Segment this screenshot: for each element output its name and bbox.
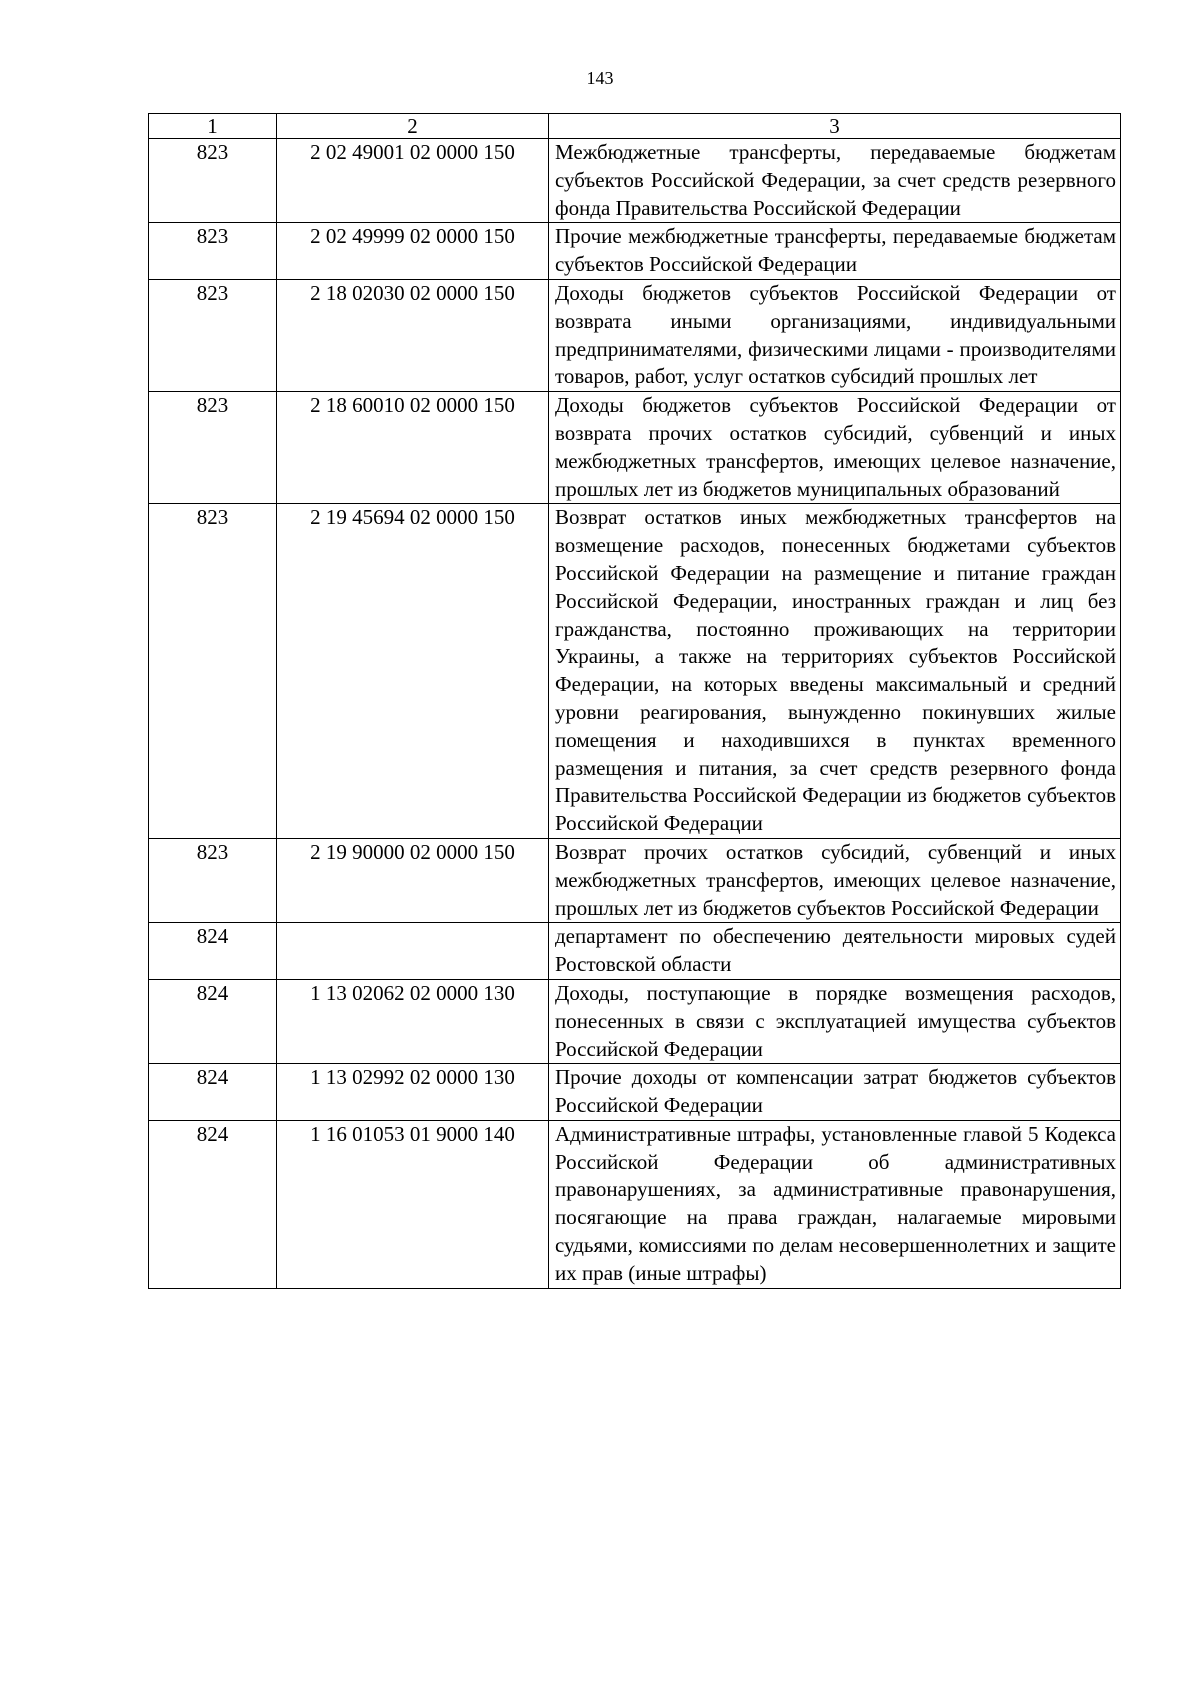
table-row xyxy=(149,979,1121,1063)
table-row xyxy=(149,139,1121,223)
table-row xyxy=(149,1120,1121,1288)
header-cell-3: 3 xyxy=(549,114,1121,139)
income-code-cell: 2 19 90000 02 0000 150 xyxy=(277,838,549,922)
table-row xyxy=(149,392,1121,504)
income-code-cell: 1 16 01053 01 9000 140 xyxy=(277,1120,549,1288)
income-name-cell: Доходы бюджетов субъектов Российской Федерации от возврата иными организациями, индивидуальными предпринимателями, физическими лицами - производителями товаров, работ, услуг остатков субсидий прошлых лет xyxy=(549,279,1121,391)
owner-code-cell: 823 xyxy=(149,838,277,922)
budget-codes-table xyxy=(148,113,1121,1289)
owner-code-cell: 823 xyxy=(149,392,277,504)
income-code-cell: 2 02 49999 02 0000 150 xyxy=(277,223,549,280)
income-code-cell: 2 18 02030 02 0000 150 xyxy=(277,279,549,391)
owner-code-cell: 823 xyxy=(149,139,277,223)
header-cell-2: 2 xyxy=(277,114,549,139)
owner-code-cell: 824 xyxy=(149,1064,277,1121)
table-row xyxy=(149,279,1121,391)
income-name-cell: департамент по обеспечению деятельности мировых судей Ростовской области xyxy=(549,923,1121,980)
table-row xyxy=(149,504,1121,839)
income-name-cell: Возврат прочих остатков субсидий, субвенций и иных межбюджетных трансфертов, имеющих целевое назначение, прошлых лет из бюджетов субъектов Российской Федерации xyxy=(549,838,1121,922)
owner-code-cell: 824 xyxy=(149,923,277,980)
income-name-cell: Доходы бюджетов субъектов Российской Федерации от возврата прочих остатков субсидий, субвенций и иных межбюджетных трансфертов, имеющих целевое назначение, прошлых лет из бюджетов муниципальных образований xyxy=(549,392,1121,504)
income-name-cell: Прочие доходы от компенсации затрат бюджетов субъектов Российской Федерации xyxy=(549,1064,1121,1121)
table-header-row xyxy=(149,114,1121,139)
income-code-cell: 1 13 02062 02 0000 130 xyxy=(277,979,549,1063)
income-name-cell: Административные штрафы, установленные главой 5 Кодекса Российской Федерации об административных правонарушениях, за административные правонарушения, посягающие на права граждан, налагаемые мировыми судьями, комиссиями по делам несовершеннолетних и защите их прав (иные штрафы) xyxy=(549,1120,1121,1288)
income-code-cell: 2 19 45694 02 0000 150 xyxy=(277,504,549,839)
owner-code-cell: 824 xyxy=(149,979,277,1063)
owner-code-cell: 824 xyxy=(149,1120,277,1288)
owner-code-cell: 823 xyxy=(149,504,277,839)
income-name-cell: Межбюджетные трансферты, передаваемые бюджетам субъектов Российской Федерации, за счет средств резервного фонда Правительства Российской Федерации xyxy=(549,139,1121,223)
income-code-cell: 1 13 02992 02 0000 130 xyxy=(277,1064,549,1121)
income-name-cell: Возврат остатков иных межбюджетных трансфертов на возмещение расходов, понесенных бюджетами субъектов Российской Федерации на размещение и питание граждан Российской Федерации, иностранных граждан и лиц без гражданства, постоянно проживающих на территории Украины, а также на территориях субъектов Российской Федерации, на которых введены максимальный и средний уровни реагирования, вынужденно покинувших жилые помещения и находившихся в пунктах временного размещения и питания, за счет средств резервного фонда Правительства Российской Федерации из бюджетов субъектов Российской Федерации xyxy=(549,504,1121,839)
table-row xyxy=(149,923,1121,980)
header-cell-1: 1 xyxy=(149,114,277,139)
page-number: 143 xyxy=(586,68,614,88)
owner-code-cell: 823 xyxy=(149,279,277,391)
income-code-cell: 2 02 49001 02 0000 150 xyxy=(277,139,549,223)
owner-code-cell: 823 xyxy=(149,223,277,280)
income-code-cell xyxy=(277,923,549,980)
table-row xyxy=(149,1064,1121,1121)
income-name-cell: Доходы, поступающие в порядке возмещения расходов, понесенных в связи с эксплуатацией имущества субъектов Российской Федерации xyxy=(549,979,1121,1063)
table-row xyxy=(149,838,1121,922)
table-row xyxy=(149,223,1121,280)
income-code-cell: 2 18 60010 02 0000 150 xyxy=(277,392,549,504)
income-name-cell: Прочие межбюджетные трансферты, передаваемые бюджетам субъектов Российской Федерации xyxy=(549,223,1121,280)
